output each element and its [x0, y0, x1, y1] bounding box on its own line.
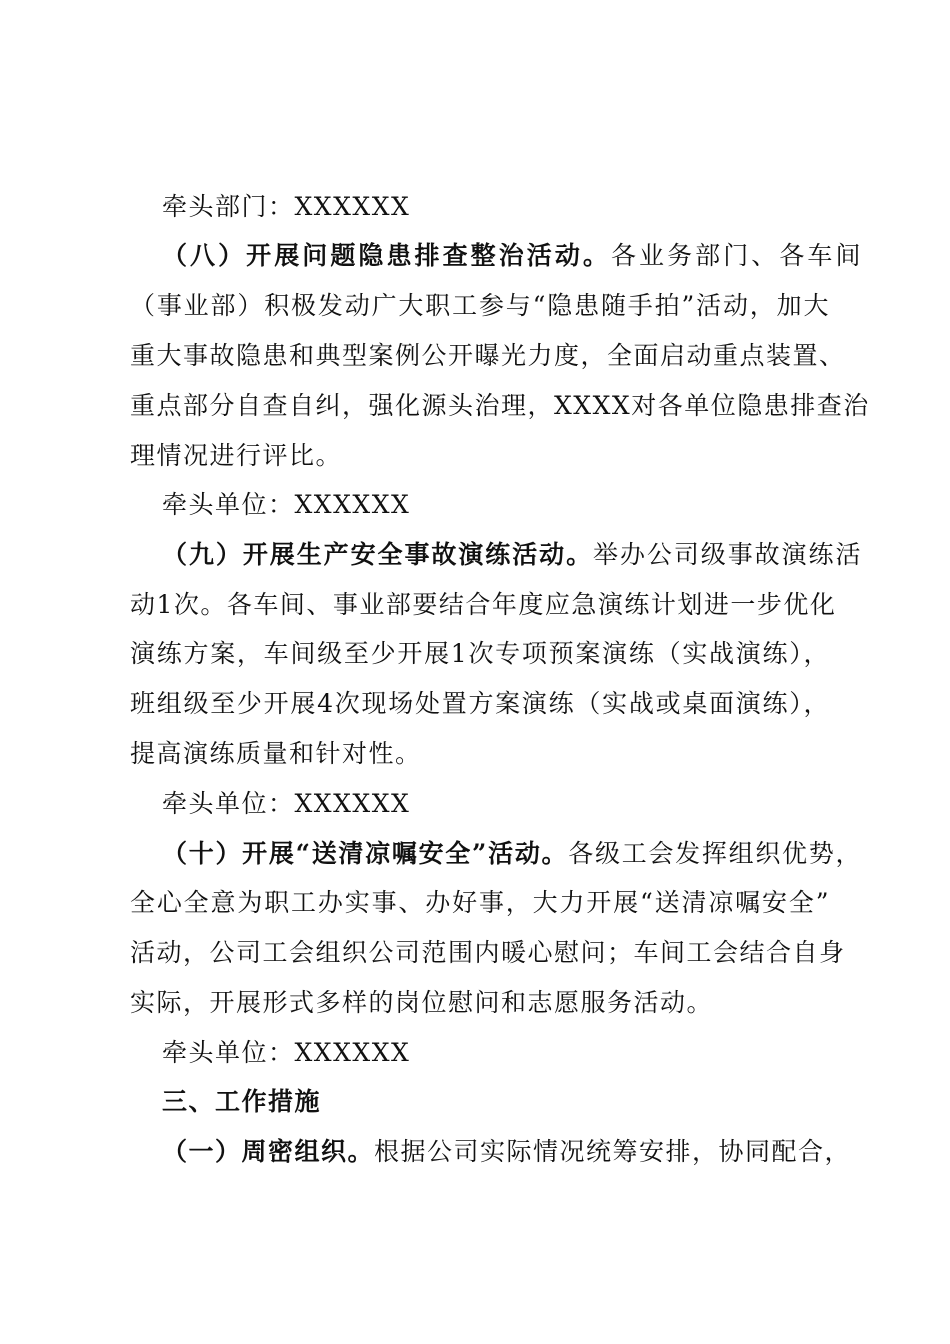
paragraph-9-line-2: 动1次。各车间、事业部要结合年度应急演练计划进一步优化: [130, 590, 837, 619]
paragraph-8-line-3: 重大事故隐患和典型案例公开曝光力度，全面启动重点装置、: [130, 341, 846, 370]
paragraph-9-line-3: 演练方案，车间级至少开展1次专项预案演练（实战演练），: [130, 639, 830, 668]
paragraph-8-line-4: 重点部分自查自纠，强化源头治理，XXXX对各单位隐患排查治: [130, 391, 870, 420]
measure-1-first-line: [162, 1137, 862, 1167]
paragraph-10-line-2: 全心全意为职工办实事、办好事，大力开展“送清凉嘱安全”: [130, 888, 830, 917]
lead-unit-line: 牵头单位：XXXXXX: [162, 789, 411, 818]
lead-unit-line: 牵头单位：XXXXXX: [162, 490, 411, 519]
item-9-text: 举办公司级事故演练活: [593, 540, 862, 569]
paragraph-8-line-5: 理情况进行评比。: [130, 441, 343, 470]
section-3-heading: 三、工作措施: [162, 1087, 322, 1116]
paragraph-9-line-5: 提高演练质量和针对性。: [130, 739, 422, 768]
paragraph-8-first-line: [162, 241, 862, 271]
paragraph-8-line-2: （事业部）积极发动广大职工参与“隐患随手拍”活动，加大: [130, 291, 830, 320]
measure-1-heading: （一）周密组织。: [162, 1137, 375, 1166]
lead-department-line: 牵头部门：XXXXXX: [162, 192, 411, 221]
item-9-heading: （九）开展生产安全事故演练活动。: [162, 540, 594, 569]
paragraph-9-line-4: 班组级至少开展4次现场处置方案演练（实战或桌面演练），: [130, 689, 830, 718]
paragraph-10-line-4: 实际，开展形式多样的岗位慰问和志愿服务活动。: [130, 988, 714, 1017]
measure-1-text: 根据公司实际情况统筹安排，协同配合，: [374, 1137, 852, 1166]
paragraph-10-first-line: [162, 839, 862, 869]
paragraph-10-line-3: 活动，公司工会组织公司范围内暖心慰问；车间工会结合自身: [130, 938, 846, 967]
item-8-heading: （八）开展问题隐患排查整治活动。: [162, 241, 611, 270]
item-10-heading: （十）开展“送清凉嘱安全”活动。: [162, 839, 569, 868]
item-8-text: 各业务部门、各车间: [610, 241, 862, 270]
paragraph-9-first-line: [162, 540, 862, 570]
item-10-text: 各级工会发挥组织优势，: [568, 839, 862, 868]
lead-unit-line: 牵头单位：XXXXXX: [162, 1038, 411, 1067]
